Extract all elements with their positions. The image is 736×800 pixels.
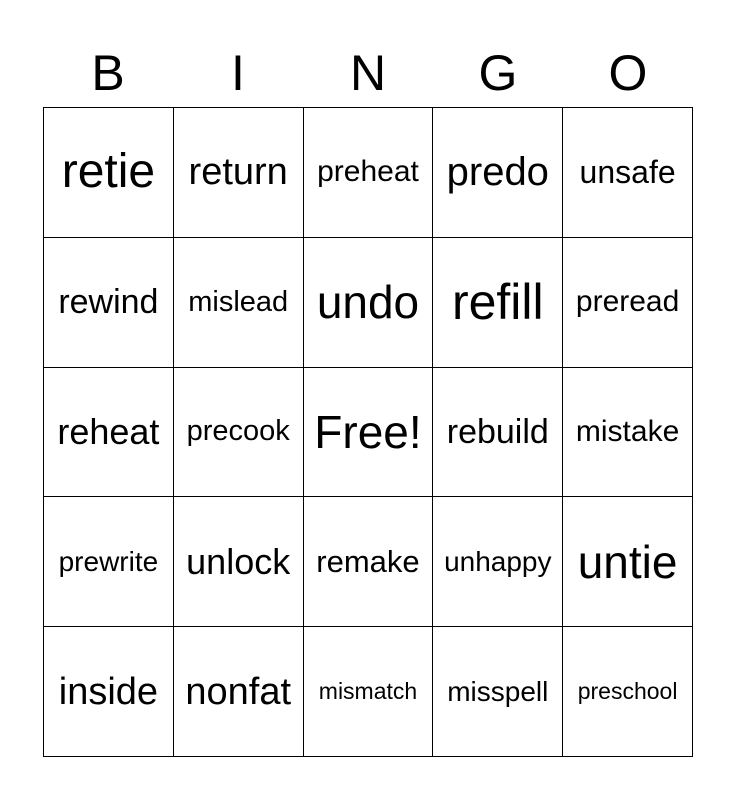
bingo-cell[interactable]: reheat xyxy=(44,368,174,498)
bingo-cell[interactable]: retie xyxy=(44,108,174,238)
bingo-cell[interactable]: unsafe xyxy=(563,108,693,238)
bingo-cell[interactable]: preheat xyxy=(304,108,434,238)
bingo-cell[interactable]: unhappy xyxy=(433,497,563,627)
bingo-cell[interactable]: misspell xyxy=(433,627,563,757)
bingo-cell[interactable]: mislead xyxy=(174,238,304,368)
bingo-cell[interactable]: precook xyxy=(174,368,304,498)
bingo-board xyxy=(43,107,693,757)
bingo-cell[interactable]: refill xyxy=(433,238,563,368)
bingo-cell[interactable]: untie xyxy=(563,497,693,627)
bingo-cell[interactable]: preschool xyxy=(563,627,693,757)
header-letter-b: B xyxy=(91,45,125,101)
bingo-cell[interactable]: nonfat xyxy=(174,627,304,757)
bingo-cell[interactable]: inside xyxy=(44,627,174,757)
bingo-cell[interactable]: unlock xyxy=(174,497,304,627)
bingo-header xyxy=(43,40,693,106)
bingo-cell[interactable]: rebuild xyxy=(433,368,563,498)
header-letter-g: G xyxy=(478,45,518,101)
bingo-cell[interactable]: preread xyxy=(563,238,693,368)
header-letter-o: O xyxy=(608,45,648,101)
bingo-cell[interactable]: undo xyxy=(304,238,434,368)
free-space[interactable]: Free! xyxy=(304,368,434,498)
bingo-cell[interactable]: mistake xyxy=(563,368,693,498)
bingo-cell[interactable]: rewind xyxy=(44,238,174,368)
bingo-cell[interactable]: predo xyxy=(433,108,563,238)
bingo-cell[interactable]: prewrite xyxy=(44,497,174,627)
bingo-cell[interactable]: return xyxy=(174,108,304,238)
bingo-cell[interactable]: mismatch xyxy=(304,627,434,757)
bingo-cell[interactable]: remake xyxy=(304,497,434,627)
header-letter-i: I xyxy=(231,45,245,101)
header-letter-n: N xyxy=(349,45,387,101)
